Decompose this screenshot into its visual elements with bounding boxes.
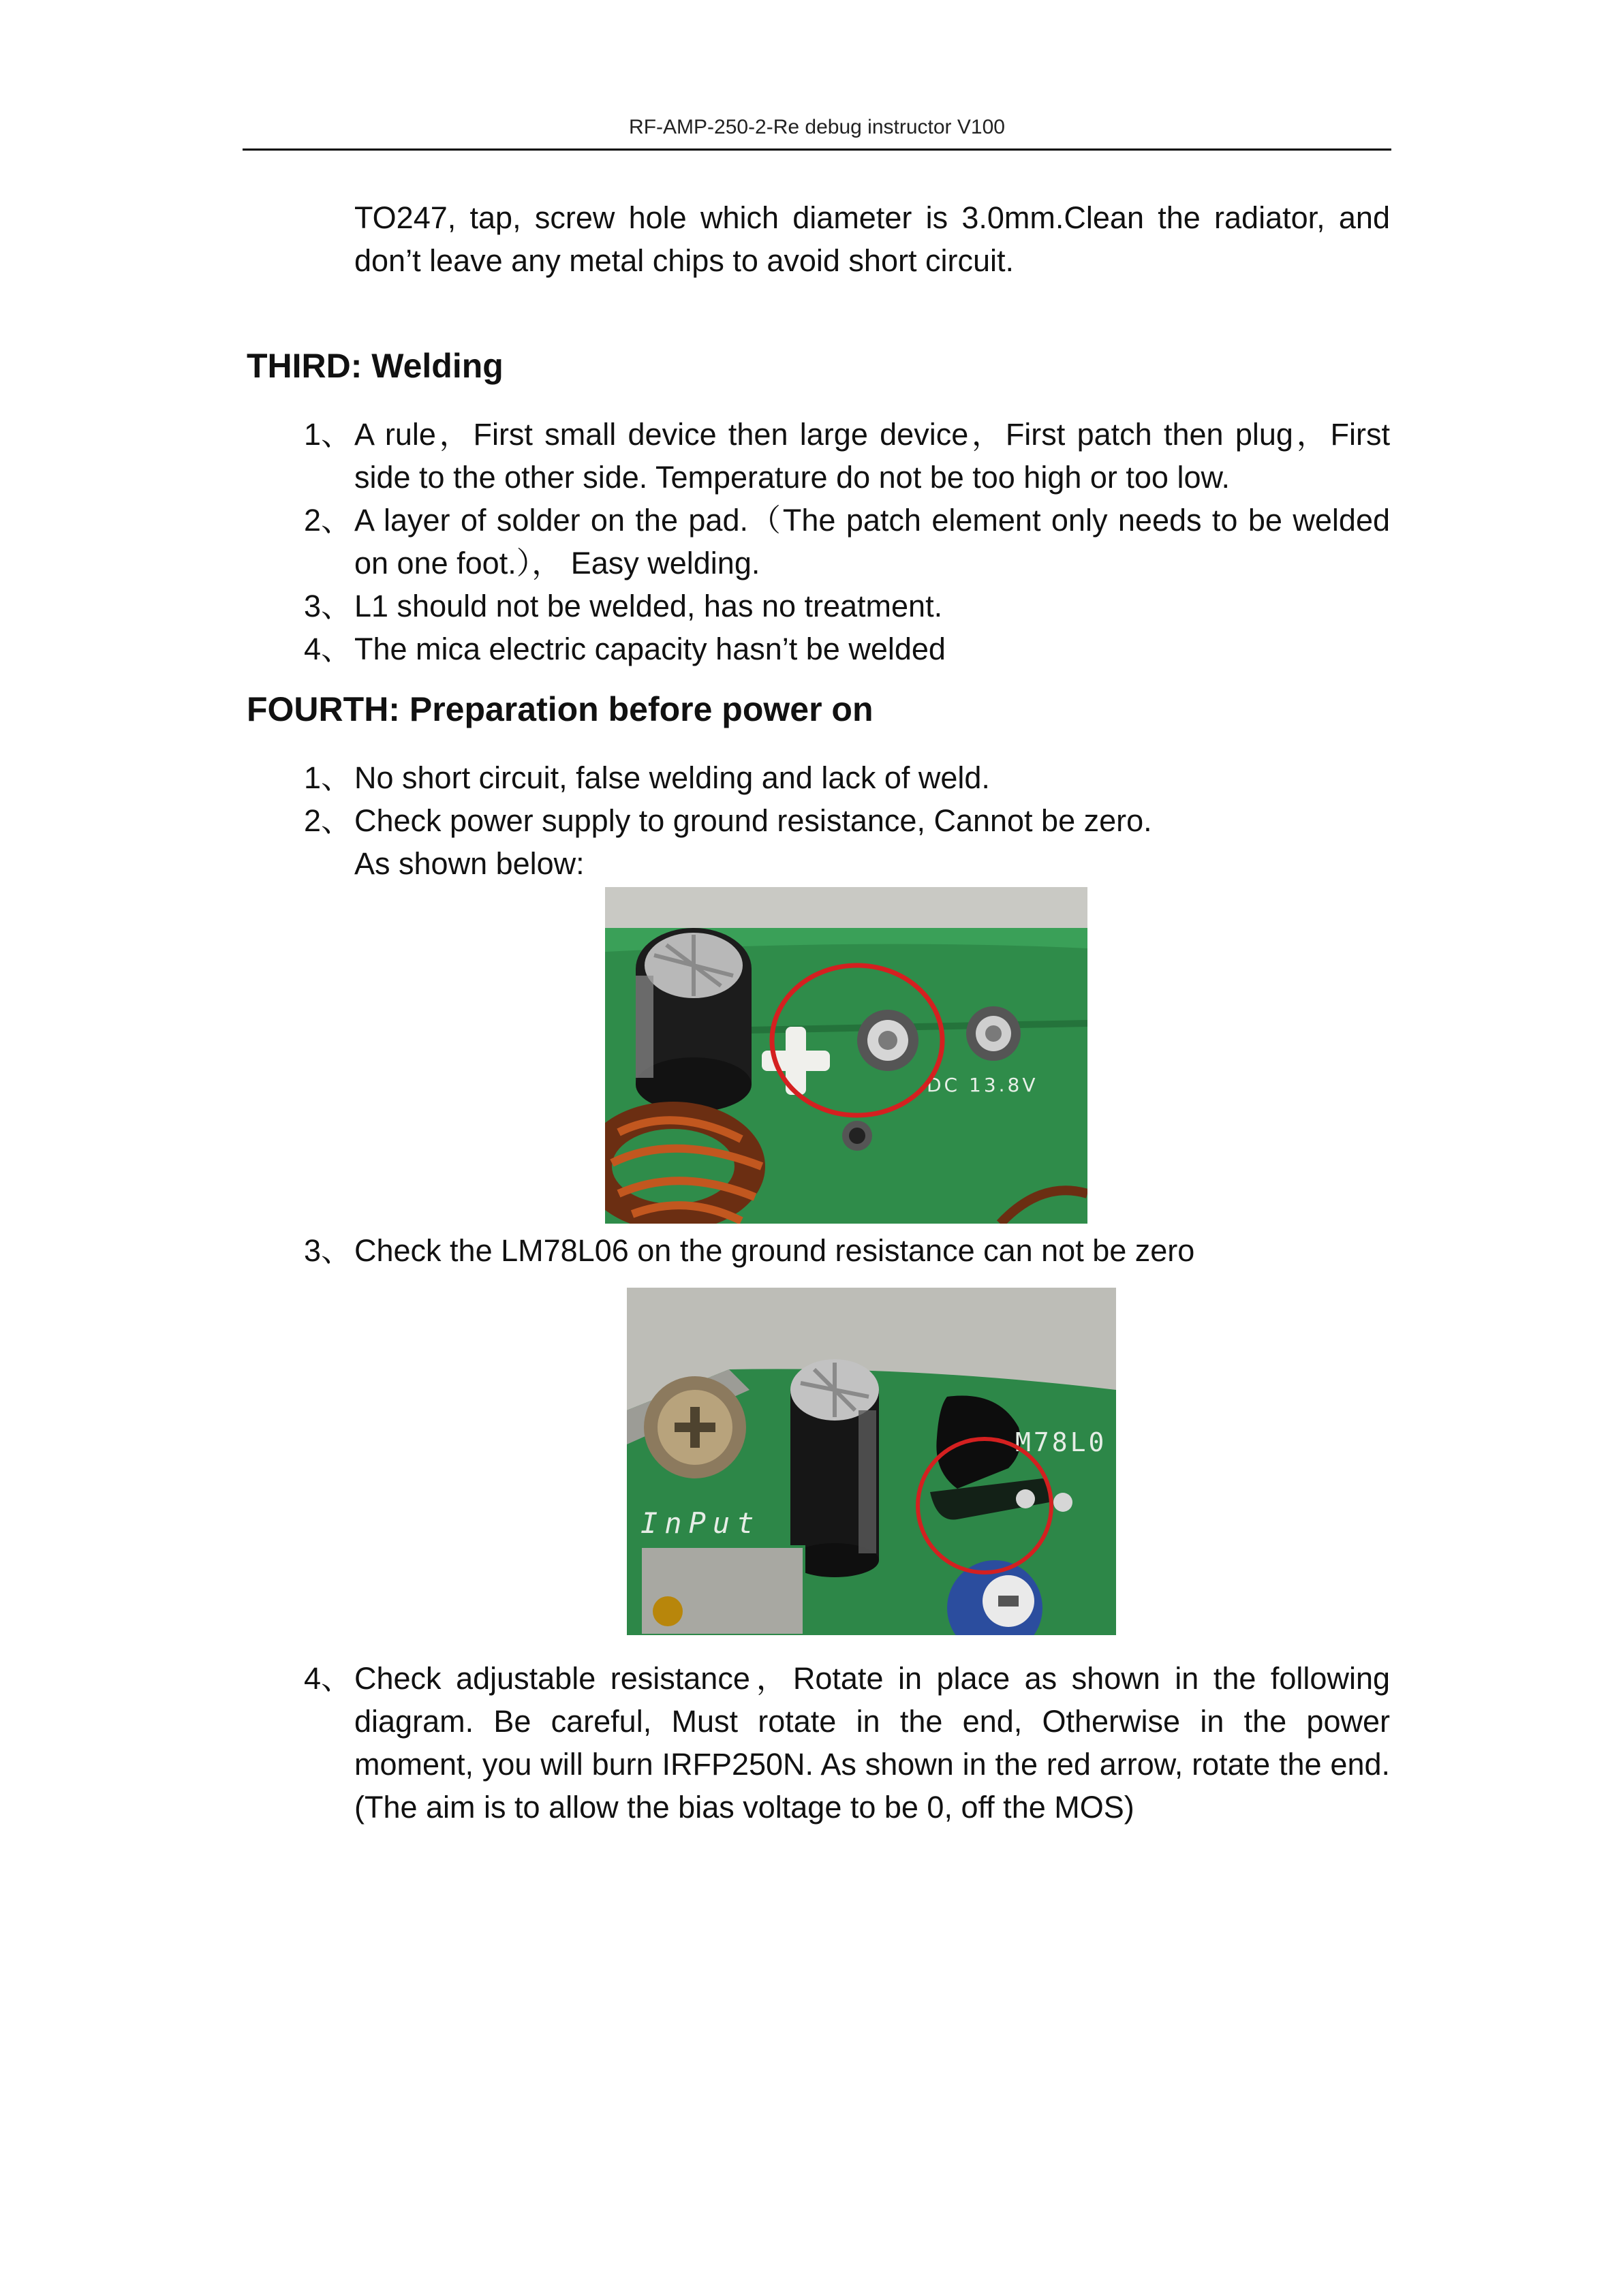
photo-regulator (627, 1288, 1116, 1635)
list-item-number: 2、 (304, 803, 352, 838)
list-item (304, 627, 1390, 670)
list-item-text: Check adjustable resistance，Rotate in place as shown in the following diagram. Be careful, Must rotate in the end, Otherwise in the power moment, you will burn IRFP250N. As shown in the red arrow, rotate the end. (The aim is to allow the bias voltage to be 0, off the MOS) (354, 1661, 1390, 1825)
list-item-text: Check power supply to ground resistance, Cannot be zero. (354, 803, 1152, 838)
list-item (304, 413, 1390, 499)
list-item (304, 499, 1390, 585)
list-item-number: 1、 (304, 760, 352, 795)
list-item-number: 3、 (304, 589, 352, 623)
list-item-text: The mica electric capacity hasn’t be welded (354, 632, 946, 666)
photo-regulator-drawing (627, 1288, 1116, 1635)
list-item-text: L1 should not be welded, has no treatment. (354, 589, 943, 623)
silkscreen-label: DC 13.8V (927, 1074, 1038, 1096)
list-item-number: 2、 (304, 503, 352, 538)
list-item-text: A rule，First small device then large device，First patch then plug，First side to the other side. Temperature do not be too high or too low. (354, 417, 1390, 495)
list-item-number: 1、 (304, 417, 352, 452)
list-item-text: A layer of solder on the pad.（The patch element only needs to be welded on one foot.）， Easy welding. (354, 503, 1390, 580)
shown-below-caption: As shown below: (354, 846, 585, 881)
input-label: InPut (640, 1506, 761, 1540)
section-heading-fourth: FOURTH: Preparation before power on (247, 690, 874, 728)
list-item (304, 799, 1390, 842)
intro-paragraph: TO247, tap, screw hole which diameter is 3.0mm.Clean the radiator, and don’t leave any metal chips to avoid short circuit. (354, 200, 1390, 278)
photo-power-pad-drawing (605, 887, 1087, 1224)
list-item-text: Check the LM78L06 on the ground resistance can not be zero (354, 1233, 1195, 1268)
silkscreen-label: M78L0 (1015, 1427, 1107, 1457)
list-item-text: No short circuit, false welding and lack of weld. (354, 760, 990, 795)
list-item-number: 4、 (304, 1661, 352, 1696)
page-header: RF-AMP-250-2-Re debug instructor V100 (629, 116, 1005, 138)
list-item (304, 1657, 1390, 1829)
list-item-number: 3、 (304, 1233, 352, 1268)
section-heading-third: THIRD: Welding (247, 347, 504, 385)
list-item (304, 1229, 1390, 1272)
header-divider (243, 149, 1391, 151)
list-item (304, 585, 1390, 627)
list-item (304, 756, 1390, 799)
photo-power-pad (605, 887, 1087, 1224)
list-item-number: 4、 (304, 632, 352, 666)
